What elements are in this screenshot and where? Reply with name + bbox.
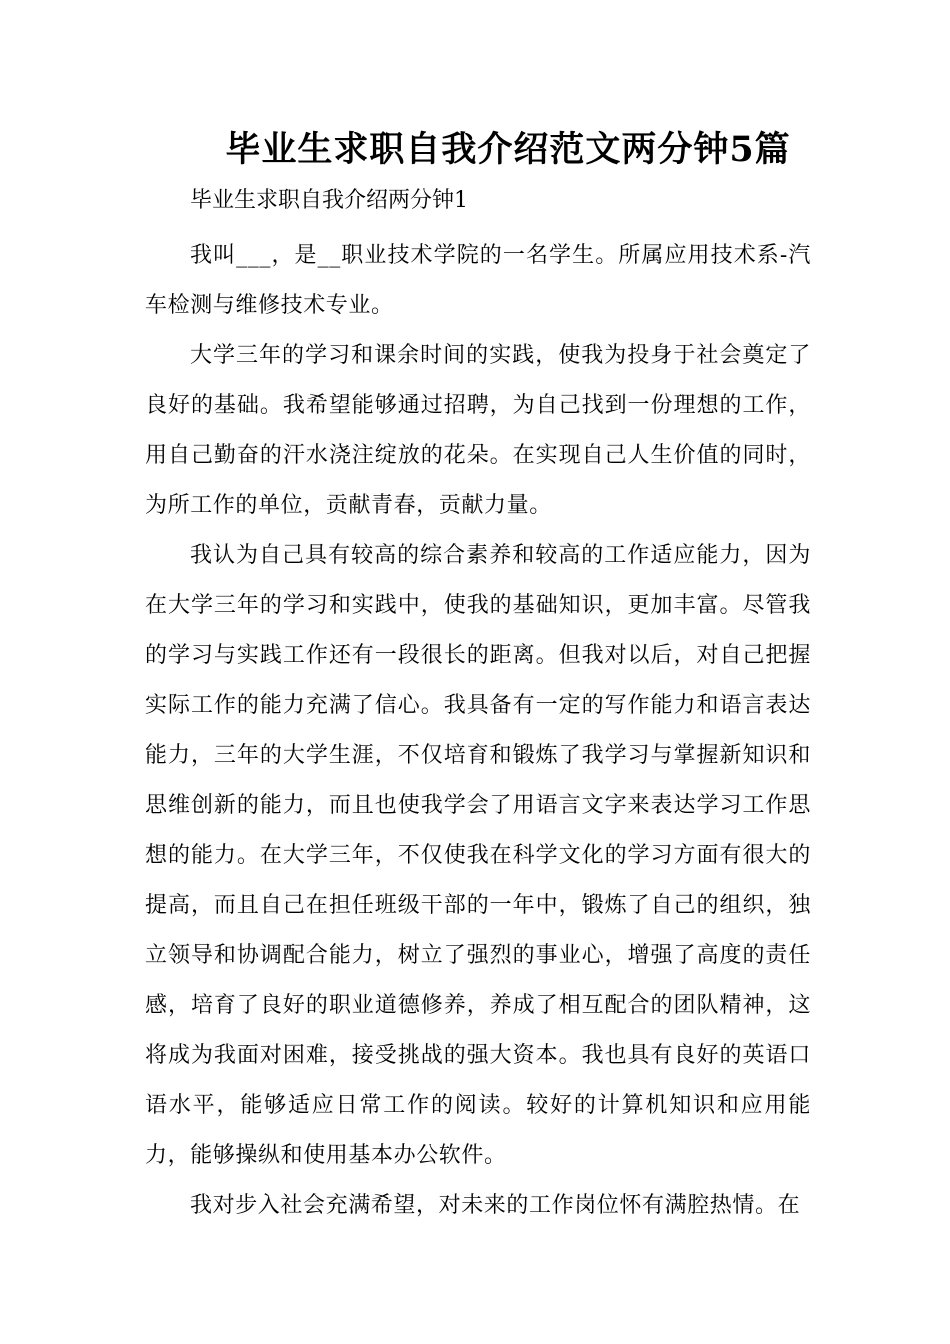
document-title: 毕业生求职自我介绍范文两分钟5篇 (225, 129, 791, 170)
paragraph: 大学三年的学习和课余时间的实践，使我为投身于社会奠定了良好的基础。我希望能够通过招聘，为自己找到一份理想的工作，用自己勤奋的汗水浇注绽放的花朵。在实现自己人生价值的同时，为所工作的单位，贡献青春，贡献力量。 (145, 343, 811, 518)
paragraph: 我对步入社会充满希望，对未来的工作岗位怀有满腔热情。在 (190, 1193, 801, 1218)
section-heading: 毕业生求职自我介绍两分钟1 (190, 188, 468, 213)
paragraph: 我叫___，是__职业技术学院的一名学生。所属应用技术系-汽车检测与维修技术专业。 (145, 243, 811, 318)
paragraph: 我认为自己具有较高的综合素养和较高的工作适应能力，因为在大学三年的学习和实践中，使我的基础知识，更加丰富。尽管我的学习与实践工作还有一段很长的距离。但我对以后，对自己把握实际工作的能力充满了信心。我具备有一定的写作能力和语言表达能力，三年的大学生涯，不仅培育和锻炼了我学习与掌握新知识和思维创新的能力，而且也使我学会了用语言文字来表达学习工作思想的能力。在大学三年，不仅使我在科学文化的学习方面有很大的提高，而且自己在担任班级干部的一年中，锻炼了自己的组织，独立领导和协调配合能力，树立了强烈的事业心，增强了高度的责任感，培育了良好的职业道德修养，养成了相互配合的团队精神，这将成为我面对困难，接受挑战的强大资本。我也具有良好的英语口语水平，能够适应日常工作的阅读。较好的计算机知识和应用能力，能够操纵和使用基本办公软件。 (145, 543, 811, 1168)
document-body (145, 231, 811, 1231)
